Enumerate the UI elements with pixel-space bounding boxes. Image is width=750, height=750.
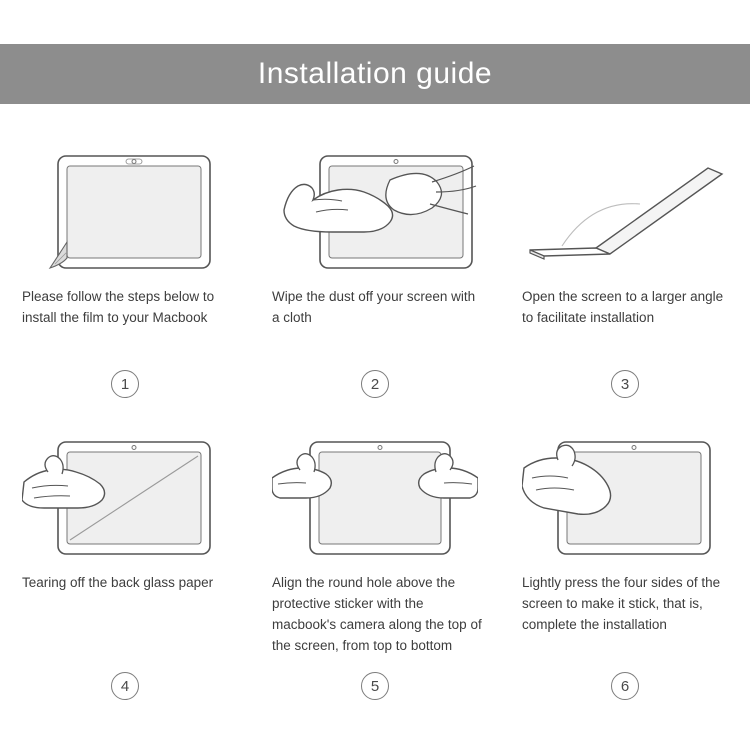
step-2 [250,128,500,408]
illustration-tablet-with-peeling-film-corner [22,152,228,272]
step-number-badge: 6 [611,672,639,700]
step-number-badge: 5 [361,672,389,700]
illustration-hand-peeling-back-paper [22,438,228,558]
step-1-caption: Please follow the steps below to install the film to your Macbook [22,289,215,325]
illustration-open-laptop-side-view-angle [522,152,728,272]
illustration-hand-pressing-screen-edges [522,438,728,558]
step-1 [0,128,250,408]
step-6 [500,408,750,708]
step-number-badge: 2 [361,370,389,398]
illustration-two-hands-aligning-film-to-camera [272,438,478,558]
step-number-badge: 1 [111,370,139,398]
step-4 [0,408,250,708]
step-number-badge: 3 [611,370,639,398]
illustration-hand-wiping-screen-with-cloth [272,152,478,272]
step-6-caption: Lightly press the four sides of the screen to make it stick, that is, complete the installation [522,575,721,632]
step-4-caption: Tearing off the back glass paper [22,575,214,590]
step-2-caption: Wipe the dust off your screen with a cloth [272,289,476,325]
step-5-number-wrap [272,672,478,708]
step-3-caption: Open the screen to a larger angle to facilitate installation [522,289,724,325]
step-1-number-wrap [22,370,228,408]
page-title: Installation guide [257,57,493,90]
step-5 [250,408,500,708]
step-number-badge: 4 [111,672,139,700]
step-2-number-wrap [272,370,478,408]
page-header [0,44,750,104]
step-3-number-wrap [522,370,728,408]
step-6-number-wrap [522,672,728,708]
step-3 [500,128,750,408]
step-5-caption: Align the round hole above the protective sticker with the macbook's camera along the top of the screen, from top to bottom [272,575,482,653]
step-4-number-wrap [22,672,228,708]
steps-grid [0,128,750,708]
